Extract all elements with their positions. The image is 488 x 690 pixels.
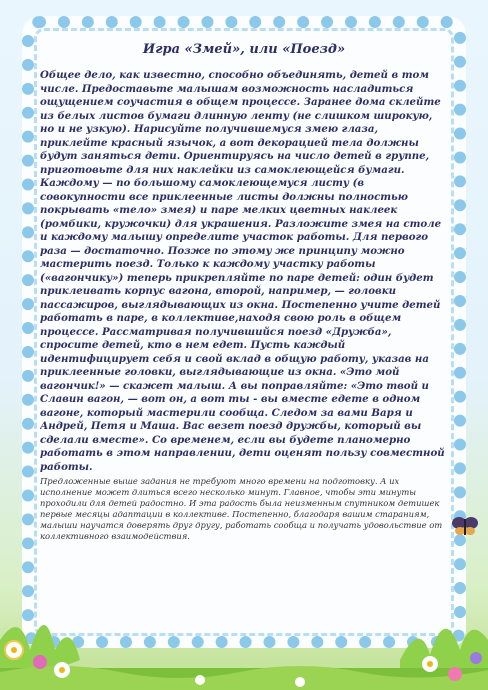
note-paragraph: Предложенные выше задания не требуют много времени на подготовку. А их исполнение может длиться всего несколько минут. Главное, чтобы эти минуты проходили для детей радостно. И эта радость была неизменным спутником детишек первые месяцы адаптации в коллективе. Постепенно, благодаря вашим стараниям, малыши научатся доверять друг другу, работать сообща и получать удовольствие от коллективного взаимодействия.: [40, 476, 443, 541]
flower-meadow-illustration: [0, 580, 488, 690]
document-title: Игра «Змей», или «Поезд»: [142, 42, 346, 57]
document-body: [40, 40, 448, 640]
main-paragraph: Общее дело, как известно, способно объединять, детей в том числе. Предоставьте малышам возможность насладиться ощущением соучастия в общем процессе. Заранее дома склейте из белых листов бумаги длинную ленту (не слишком широкую, но и не узкую). Нарисуйте получившемуся змею глаза, приклейте красный язычок, а вот декорацией тела должны будут заняться дети. Ориентируясь на число детей в группе, приготовьте для них наклейки из самоклеющейся бумаги. Каждому — по большому самоклеющемуся листу (в совокупности все приклеенные листы должны полностью покрывать «тело» змея) и паре мелких цветных наклеек (ромбики, кружочки) для украшения. Разложите змея на столе и каждому малышу определите участок работы. Для первого раза — достаточно. Позже по этому же принципу можно мастерить поезд. Только к каждому участку работы («вагончику») теперь прикрепляйте по паре детей: один будет приклеивать корпус вагона, второй, например, — головки пассажиров, выглядывающих из окна. Постепенно учите детей работать в паре, в коллективе,находя свою роль в общем процессе. Рассматривая получившийся поезд «Дружба», спросите детей, кто в нем едет. Пусть каждый идентифицирует себя и свой вклад в общую работу, указав на приклеенные головки, выглядывающие из окна. «Это мой вагончик!» — скажет малыш. А вы поправляйте: «Это твой и Славин вагон, — вот он, а вот ты - вы вместе едете в одном вагоне, который мастерили сообща. Следом за вами Варя и Андрей, Петя и Маша. Вас везет поезд дружбы, который вы сделали вместе». Со временем, если вы будете планомерно работать в этом направлении, дети оценят пользу совместной работы.: [40, 69, 445, 473]
butterfly-icon: [452, 515, 478, 537]
